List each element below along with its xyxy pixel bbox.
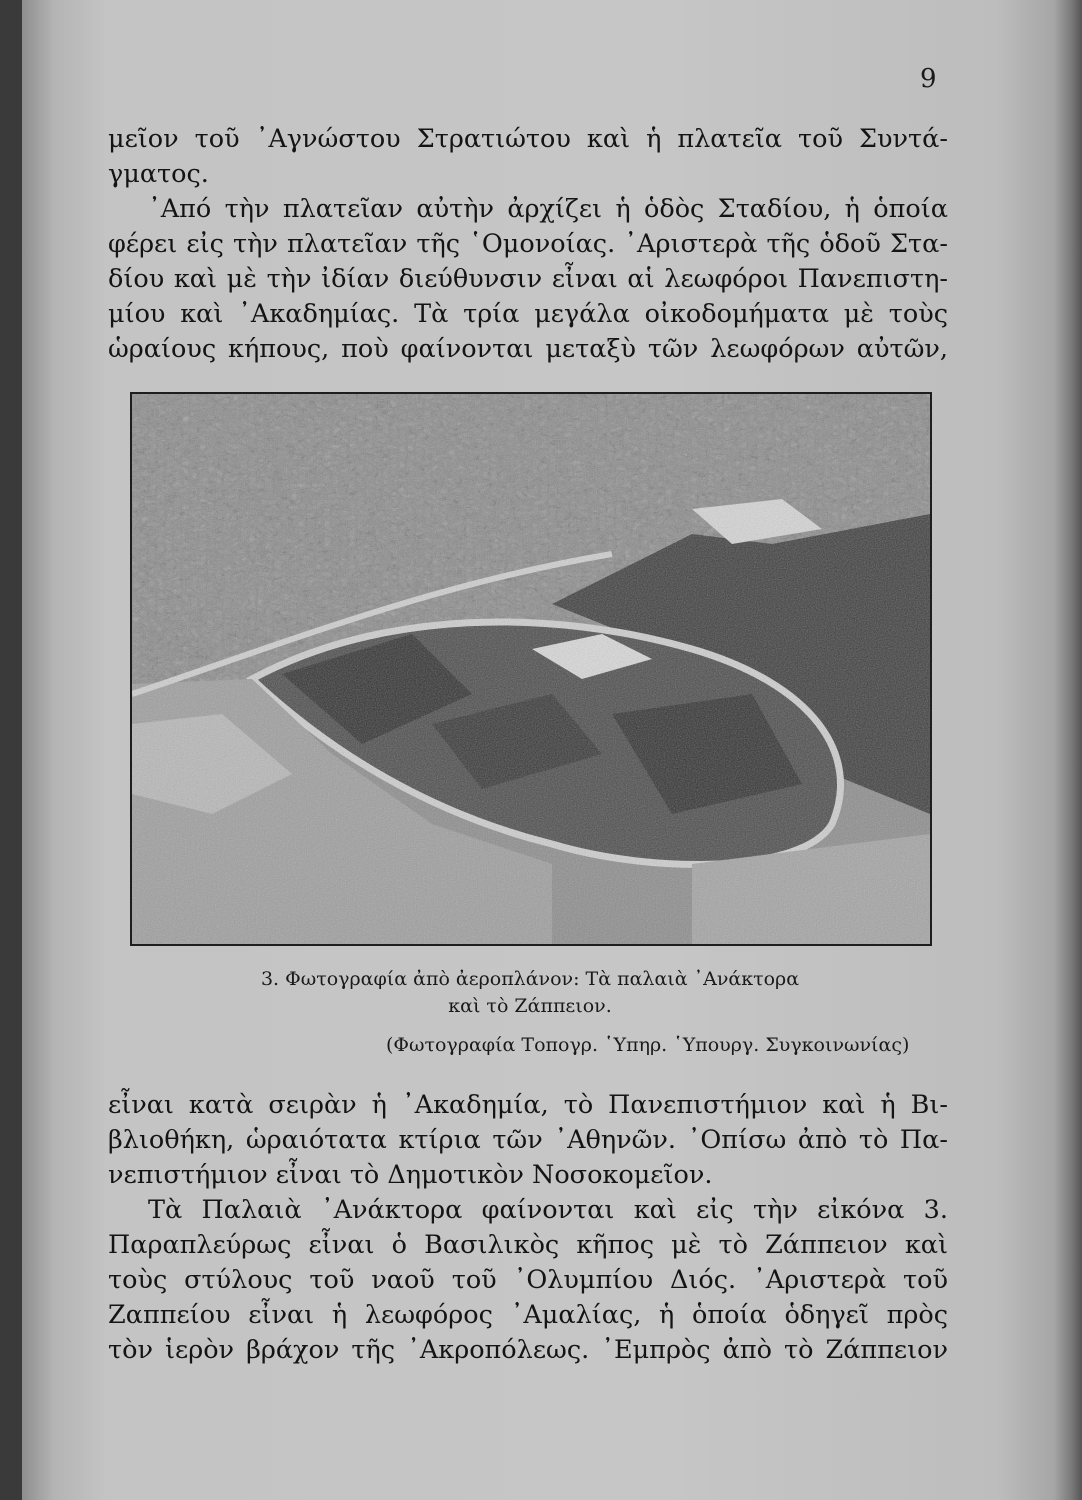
page-edge-shadow xyxy=(1054,0,1082,1500)
text-line: μίου καὶ ᾿Ακαδημίας. Τὰ τρία μεγάλα οἰκοδομήματα μὲ τοὺς xyxy=(108,299,948,329)
text-line: Τὰ Παλαιὰ ᾿Ανάκτορα φαίνονται καὶ εἰς τὴν εἰκόνα 3. xyxy=(148,1195,948,1225)
text-line: ὡραίους κήπους, ποὺ φαίνονται μεταξὺ τῶν λεωφόρων αὐτῶν, xyxy=(108,334,948,364)
text-line: τὸν ἱερὸν βράχον τῆς ᾿Ακροπόλεως. ᾿Εμπρὸς ἀπὸ τὸ Ζάππειον xyxy=(108,1335,948,1365)
photo-credit: (Φωτογραφία Τοπογρ. ῾Υπηρ. ῾Υπουργ. Συγκοινωνίας) xyxy=(386,1034,910,1056)
text-line: δίου καὶ μὲ τὴν ἰδίαν διεύθυνσιν εἶναι αἱ λεωφόροι Πανεπιστη- xyxy=(108,264,948,294)
aerial-photo-image xyxy=(132,394,930,944)
paragraph-bottom xyxy=(108,1088,948,1368)
text-line: γματος. xyxy=(108,159,209,189)
text-line: μεῖον τοῦ ᾿Αγνώστου Στρατιώτου καὶ ἡ πλατεῖα τοῦ Συντά- xyxy=(108,124,948,154)
text-line: φέρει εἰς τὴν πλατεῖαν τῆς ῾Ομονοίας. ᾿Αριστερὰ τῆς ὁδοῦ Στα- xyxy=(108,229,948,259)
text-line: βλιοθήκη, ὡραιότατα κτίρια τῶν ᾿Αθηνῶν. ᾿Οπίσω ἀπὸ τὸ Πα- xyxy=(108,1125,948,1155)
caption-line: καὶ τὸ Ζάππειον. xyxy=(448,995,612,1017)
text-line: ᾿Από τὴν πλατεῖαν αὐτὴν ἀρχίζει ἡ ὁδὸς Σταδίου, ἡ ὁποία xyxy=(148,194,948,224)
figure-caption xyxy=(230,966,830,1020)
text-line: νεπιστήμιον εἶναι τὸ Δημοτικὸν Νοσοκομεῖον. xyxy=(108,1160,713,1190)
paragraph-top xyxy=(108,122,948,367)
text-line: τοὺς στύλους τοῦ ναοῦ τοῦ ᾿Ολυμπίου Διός. ᾿Αριστερὰ τοῦ xyxy=(108,1265,948,1295)
text-line: Παραπλεύρως εἶναι ὁ Βασιλικὸς κῆπος μὲ τὸ Ζάππειον καὶ xyxy=(108,1230,948,1260)
caption-line: 3. Φωτογραφία ἀπὸ ἀεροπλάνον: Τὰ παλαιὰ ᾿Ανάκτορα xyxy=(260,968,800,990)
aerial-photo xyxy=(130,392,932,946)
page-number: 9 xyxy=(920,64,937,94)
text-line: Ζαππείου εἶναι ἡ λεωφόρος ᾿Αμαλίας, ἡ ὁποία ὁδηγεῖ πρὸς xyxy=(108,1300,948,1330)
text-line: εἶναι κατὰ σειρὰν ἡ ᾿Ακαδημία, τὸ Πανεπιστήμιον καὶ ἡ Βι- xyxy=(108,1090,948,1120)
